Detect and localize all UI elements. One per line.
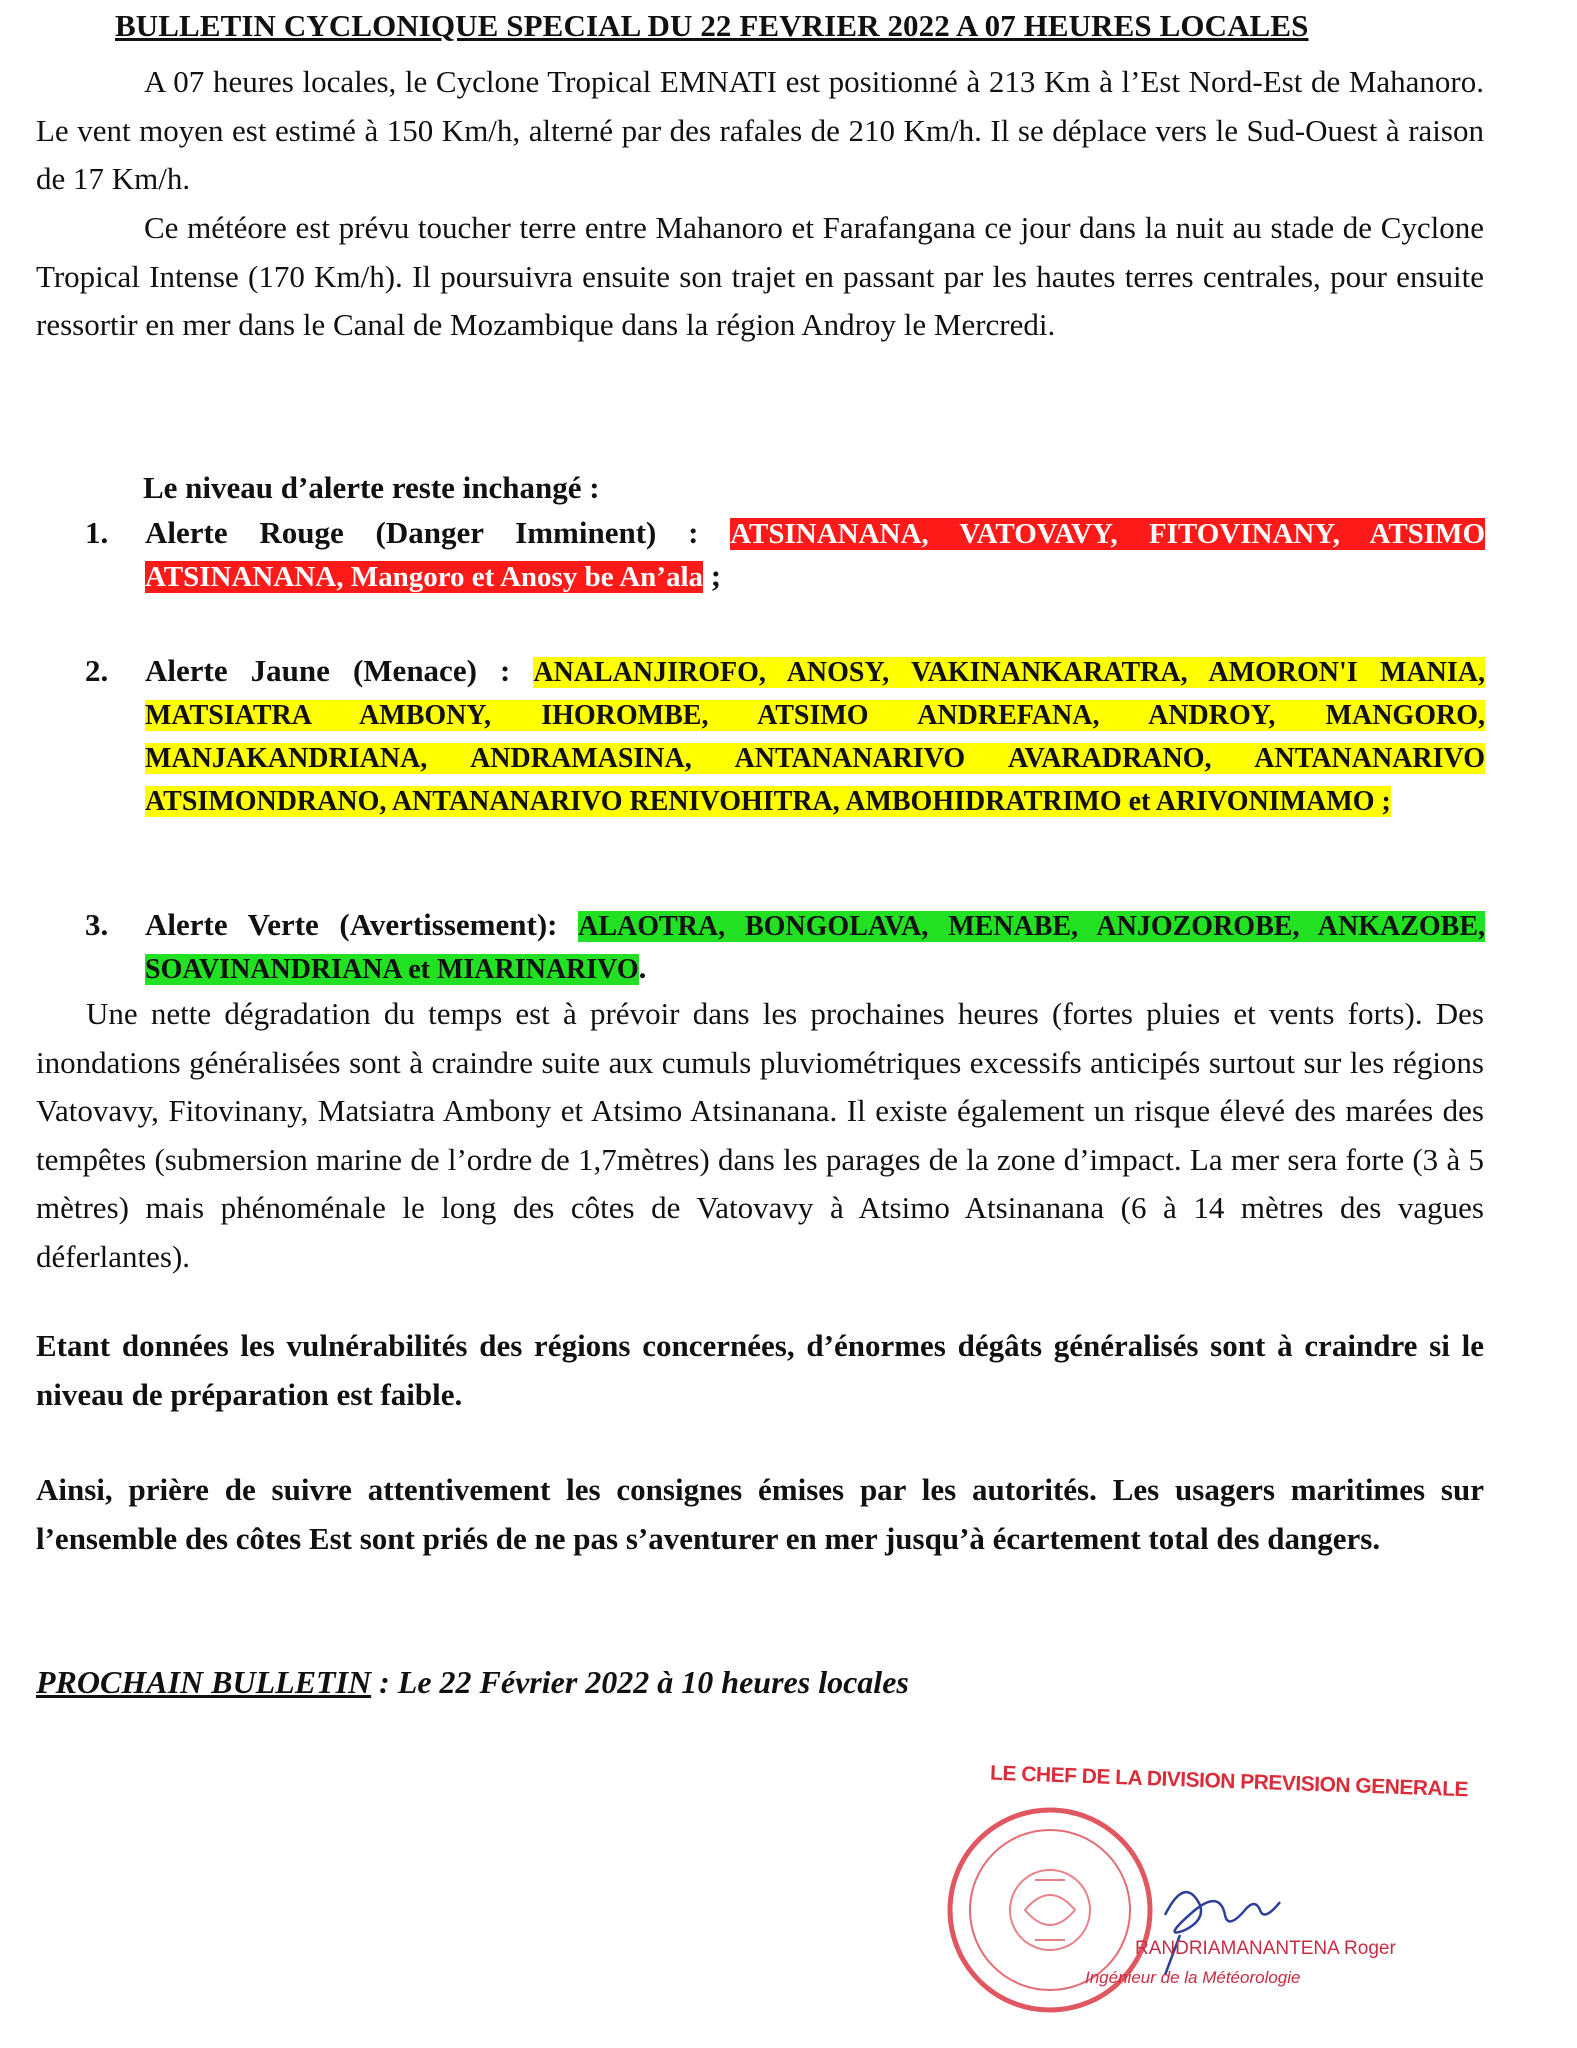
intro-paragraph-2 bbox=[36, 204, 1484, 350]
next-bulletin-value: : Le 22 Février 2022 à 10 heures locales bbox=[371, 1664, 909, 1700]
alert-label: Alerte Verte (Avertissement): bbox=[145, 907, 558, 942]
alert-number: 2. bbox=[85, 653, 109, 688]
alert-label: Alerte Jaune (Menace) : bbox=[145, 653, 511, 688]
intro-paragraph-2-text: Ce météore est prévu toucher terre entre Mahanoro et Farafangana ce jour dans la nuit au stade de Cyclone Tropical Intense (170 Km/h). Il poursuivra ensuite son trajet en passant par les hautes terres centrales, pour ensuite ressortir en mer dans le Canal de Mozambique dans la région Androy le Mercredi. bbox=[36, 210, 1484, 342]
alert-green bbox=[85, 904, 1485, 994]
intro-paragraph-1 bbox=[36, 58, 1484, 204]
alert-regions: ATSINANANA, VATOVAVY, FITOVINANY, ATSIMO ATSINANANA, Mangoro et Anosy be An’ala bbox=[145, 518, 1486, 593]
alert-body bbox=[145, 904, 1485, 990]
bulletin-title: BULLETIN CYCLONIQUE SPECIAL DU 22 FEVRIER 2022 A 07 HEURES LOCALES bbox=[115, 8, 1309, 43]
alert-number: 1. bbox=[85, 515, 109, 550]
signatory-role: Ingénieur de la Météorologie bbox=[1085, 1968, 1301, 1987]
vulnerability-paragraph: Etant données les vulnérabilités des régions concernées, d’énormes dégâts généralisés sont à craindre si le niveau de préparation est faible. bbox=[36, 1328, 1484, 1412]
degradation-paragraph-text: Une nette dégradation du temps est à prévoir dans les prochaines heures (fortes pluies et vents forts). Des inondations généralisées sont à craindre suite aux cumuls pluviométriques excessifs anticipés surtout sur les régions Vatovavy, Fitovinany, Matsiatra Ambony et Atsimo Atsinanana. Il existe également un risque élevé des marées des tempêtes (submersion marine de l’ordre de 1,7mètres) dans les parages de la zone d’impact. La mer sera forte (3 à 5 mètres) mais phénoménale le long des côtes de Vatovavy à Atsimo Atsinanana (6 à 14 mètres des vagues déferlantes). bbox=[36, 996, 1484, 1274]
alert-suffix: . bbox=[638, 950, 647, 985]
intro-paragraph-1-text: A 07 heures locales, le Cyclone Tropical EMNATI est positionné à 213 Km à l’Est Nord-Est de Mahanoro. Le vent moyen est estimé à 150 Km/h, alterné par des rafales de 210 Km/h. Il se déplace vers le Sud-Ouest à raison de 17 Km/h. bbox=[36, 64, 1484, 196]
alert-red bbox=[85, 512, 1485, 602]
alert-heading: Le niveau d’alerte reste inchangé : bbox=[143, 470, 600, 505]
next-bulletin-label: PROCHAIN BULLETIN bbox=[36, 1664, 372, 1700]
alert-regions: ANALANJIROFO, ANOSY, VAKINANKARATRA, AMORON'I MANIA, MATSIATRA AMBONY, IHOROMBE, ATSIMO ANDREFANA, ANDROY, MANGORO, MANJAKANDRIANA, ANDRAMASINA, ANTANANARIVO AVARADRANO, ANTANANARIVO ATSIMONDRANO, ANTANANARIVO RENIVOHITRA, AMBOHIDRATRIMO et ARIVONIMAMO ; bbox=[145, 657, 1486, 817]
official-stamp bbox=[930, 1760, 1469, 2030]
next-bulletin bbox=[36, 1664, 909, 1701]
alert-label: Alerte Rouge (Danger Imminent) : bbox=[145, 515, 699, 550]
alert-suffix: ; bbox=[703, 558, 722, 593]
stamp-header: LE CHEF DE LA DIVISION PREVISION GENERALE bbox=[989, 1761, 1469, 1802]
alert-yellow bbox=[85, 650, 1485, 860]
degradation-paragraph bbox=[36, 990, 1484, 1281]
alert-regions: ALAOTRA, BONGOLAVA, MENABE, ANJOZOROBE, ANKAZOBE, SOAVINANDRIANA et MIARINARIVO bbox=[145, 911, 1486, 985]
alert-number: 3. bbox=[85, 907, 109, 942]
seal-icon bbox=[930, 1760, 1410, 2030]
instructions-paragraph: Ainsi, prière de suivre attentivement les consignes émises par les autorités. Les usagers maritimes sur l’ensemble des côtes Est sont priés de ne pas s’aventurer en mer jusqu’à écartement total des dangers. bbox=[36, 1472, 1484, 1556]
signatory-name: RANDRIAMANANTENA Roger bbox=[1135, 1938, 1396, 1959]
alert-body bbox=[145, 512, 1485, 598]
alert-body bbox=[145, 650, 1485, 822]
